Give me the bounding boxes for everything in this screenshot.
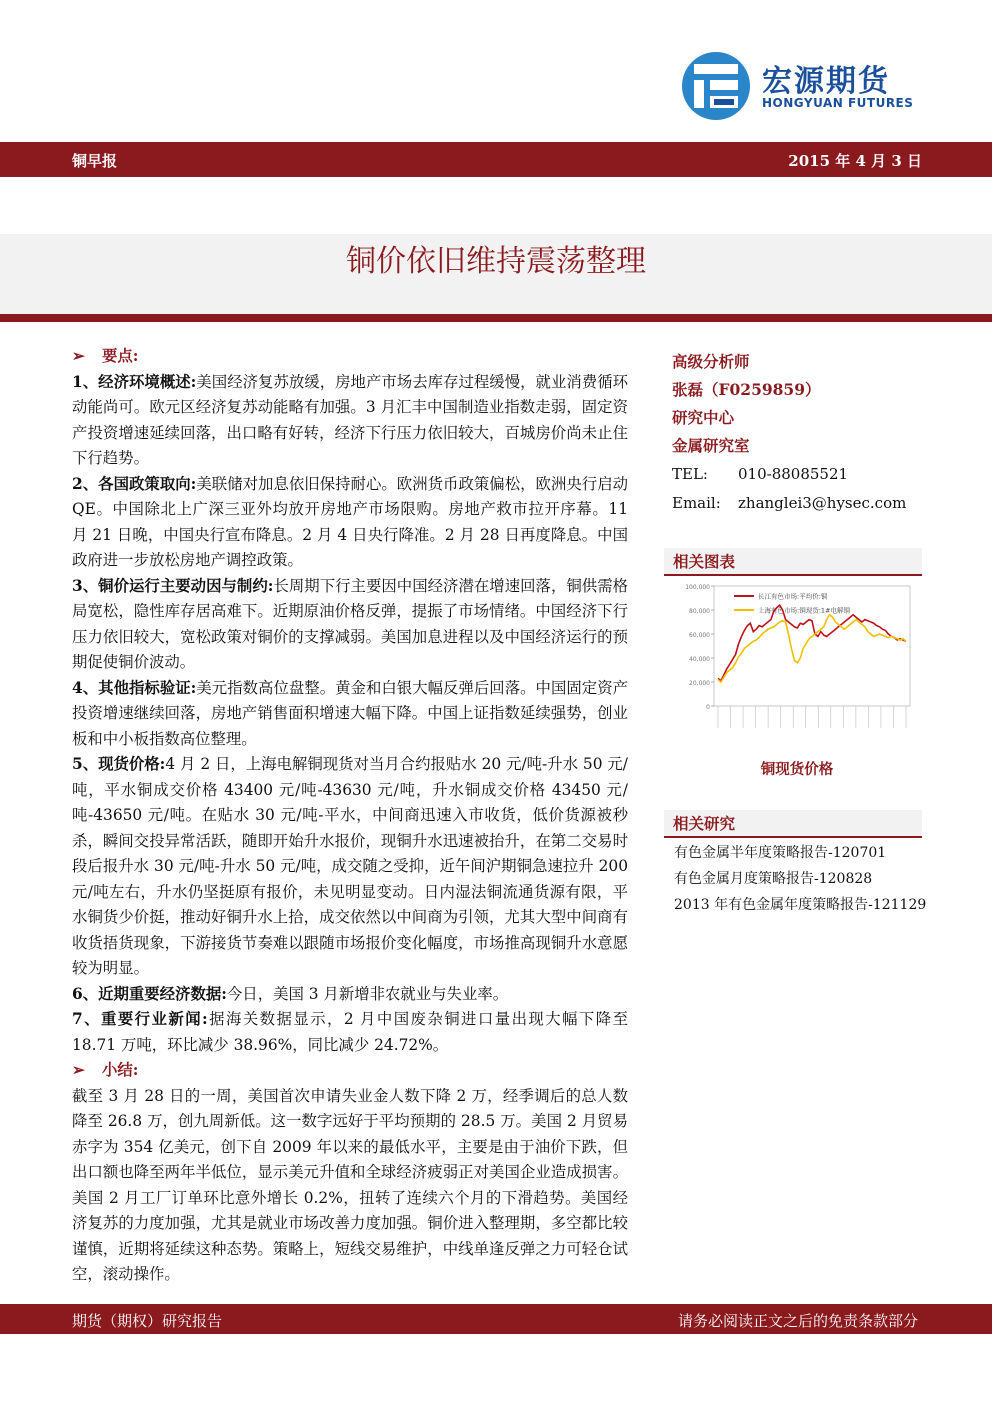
related-charts-heading: 相关图表 — [664, 548, 922, 576]
copper-price-chart — [674, 578, 916, 750]
chart-svg — [674, 578, 916, 750]
analyst-info — [672, 348, 922, 518]
arrow-bullet-icon: ➢ — [72, 347, 85, 365]
related-research-heading: 相关研究 — [664, 810, 922, 838]
key-point-item: 1、经济环境概述:美国经济复苏放缓，房地产市场去库存过程缓慢，就业消费循环动能尚可。欧元区经济复苏动能略有加强。3 月汇丰中国制造业指数走弱，固定资产投资增速延续回落，出口略有好转，经济下行压力依旧较大，百城房价尚未止住下行趋势。 — [72, 372, 628, 467]
y-tick-label: 80,000 — [689, 608, 710, 615]
logo-chinese-text: 宏源期货 — [762, 64, 890, 99]
tel-row: TEL: 010-88085521 — [672, 465, 849, 483]
company-logo — [680, 50, 940, 122]
arrow-bullet-icon: ➢ — [72, 1061, 85, 1079]
series-line — [718, 615, 906, 682]
key-point-item: 7、重要行业新闻:据海关数据显示，2 月中国废杂铜进口量出现大幅下降至 18.71 万吨，环比减少 38.96%，同比减少 24.72%。 — [72, 1010, 629, 1054]
tel-value: 010-88085521 — [738, 465, 849, 483]
chart-caption: 铜现货价格 — [760, 761, 834, 778]
summary-heading: ➢ 小结: — [72, 1058, 628, 1084]
key-point-item: 4、其他指标验证:美元指数高位盘整。黄金和白银大幅反弹后回落。中国固定资产投资增速继续回落，房地产销售面积增速大幅下降。中国上证指数延续强势，创业板和中小板指数高位整理。 — [72, 678, 628, 748]
hongyuan-logo-icon — [680, 50, 752, 122]
y-tick-label: 20,000 — [689, 680, 710, 687]
y-tick-label: 60,000 — [689, 632, 710, 639]
summary-text: 截至 3 月 28 日的一周，美国首次申请失业金人数下降 2 万，经季调后的总人数降至 26.8 万，创九周新低。这一数字远好于平均预期的 28.5 万。美国 2 月贸易赤字为 354 亿美元，创下自 2009 年以来的最低水平，主要是由于油价下跌，但出口额也降至两年半低位，显示美元升值和全球经济疲弱正对美国企业造成损害。美国 2 月工厂订单环比意外增长 0.2%，扭转了连续六个月的下滑趋势。美国经济复苏的力度加强，尤其是就业市场改善力度加强。铜价进入整理期，多空都比较谨慎，近期将延续这种态势。策略上，短线交易维护，中线单逢反弹之力可轻仓试空，滚动操作。 — [72, 1086, 628, 1283]
key-point-item: 6、近期重要经济数据:今日，美国 3 月新增非农就业与失业率。 — [72, 984, 509, 1003]
y-tick-label: 100,000 — [685, 584, 710, 591]
footer-left-text: 期货（期权）研究报告 — [72, 1312, 223, 1330]
key-point-item: 5、现货价格:4 月 2 日，上海电解铜现货对当月合约报贴水 20 元/吨-升水 50 元/吨，平水铜成交价格 43400 元/吨-43630 元/吨，升水铜成交价格 43450 元/吨-43650 元/吨。在贴水 30 元/吨-平水，中间商迅速入市收货，低价货源被秒杀，瞬间交投异常活跃，随即开始升水报价，现铜升水迅速被抬升，在第二交易时段后报升水 30 元/吨-升水 50 元/吨，成交随之受抑，近午间沪期铜急速拉升 200 元/吨左右，升水仍坚挺原有报价，未见明显变动。日内湿法铜流通货源有限，平水铜货少价挺，推动好铜升水上拾，成交依然以中间商为引领，尤其大型中间商有收货捂货现象，下游接货节奏难以跟随市场报价变化幅度，市场推高现铜升水意愿较为明显。 — [72, 755, 628, 977]
page-title: 铜价依旧维持震荡整理 — [346, 244, 646, 279]
key-points-heading: ➢ 要点: — [72, 344, 628, 370]
analyst-subdept: 金属研究室 — [672, 436, 750, 455]
footer-band — [0, 1304, 992, 1334]
analyst-dept: 研究中心 — [672, 408, 735, 427]
y-tick-label: 40,000 — [689, 656, 710, 663]
plot-frame — [714, 586, 910, 706]
logo-english-text: HONGYUAN FUTURES — [762, 96, 914, 110]
research-item[interactable]: 有色金属月度策略报告-120828 — [674, 871, 873, 887]
research-item[interactable]: 2013 年有色金属年度策略报告-121129 — [674, 897, 927, 913]
research-list — [674, 840, 934, 918]
y-tick-label: 0 — [706, 704, 710, 711]
header-band — [0, 142, 992, 177]
analyst-title: 高级分析师 — [672, 352, 750, 371]
key-point-item: 2、各国政策取向:美联储对加息依旧保持耐心。欧洲货币政策偏松，欧洲央行启动 QE。中国除北上广深三亚外均放开房地产市场限购。房地产救市拉开序幕。11 月 21 日晚，中国央行宣布降息。2 月 4 日央行降准。2 月 28 日再度降息。中国政府进一步放松房地产调控政策。 — [72, 474, 628, 569]
report-type: 铜早报 — [72, 152, 118, 170]
email-row: Email: zhanglei3@hysec.com — [672, 494, 907, 512]
analyst-name: 张磊（F0259859） — [672, 380, 821, 399]
main-content — [72, 344, 628, 1288]
report-date: 2015 年 4 月 3 日 — [788, 152, 922, 170]
legend-label: 上海有色市场:铜现货:1#电解铜 — [758, 606, 850, 615]
email-link[interactable]: zhanglei3@hysec.com — [738, 494, 907, 512]
footer-disclaimer-link: 请务必阅读正文之后的免责条款部分 — [677, 1312, 918, 1330]
legend-label: 长江有色市场:平均价:铜 — [758, 592, 828, 601]
title-divider — [0, 314, 992, 322]
key-point-item: 3、铜价运行主要动因与制约:长周期下行主要因中国经济潜在增速回落，铜供需格局宽松，隐性库存居高难下。近期原油价格反弹，提振了市场情绪。中国经济下行压力依旧较大，宽松政策对铜价的支撑减弱。美国加息进程以及中国经济运行的预期促使铜价波动。 — [72, 576, 628, 671]
series-line — [718, 605, 906, 681]
research-item[interactable]: 有色金属半年度策略报告-120701 — [674, 845, 887, 861]
